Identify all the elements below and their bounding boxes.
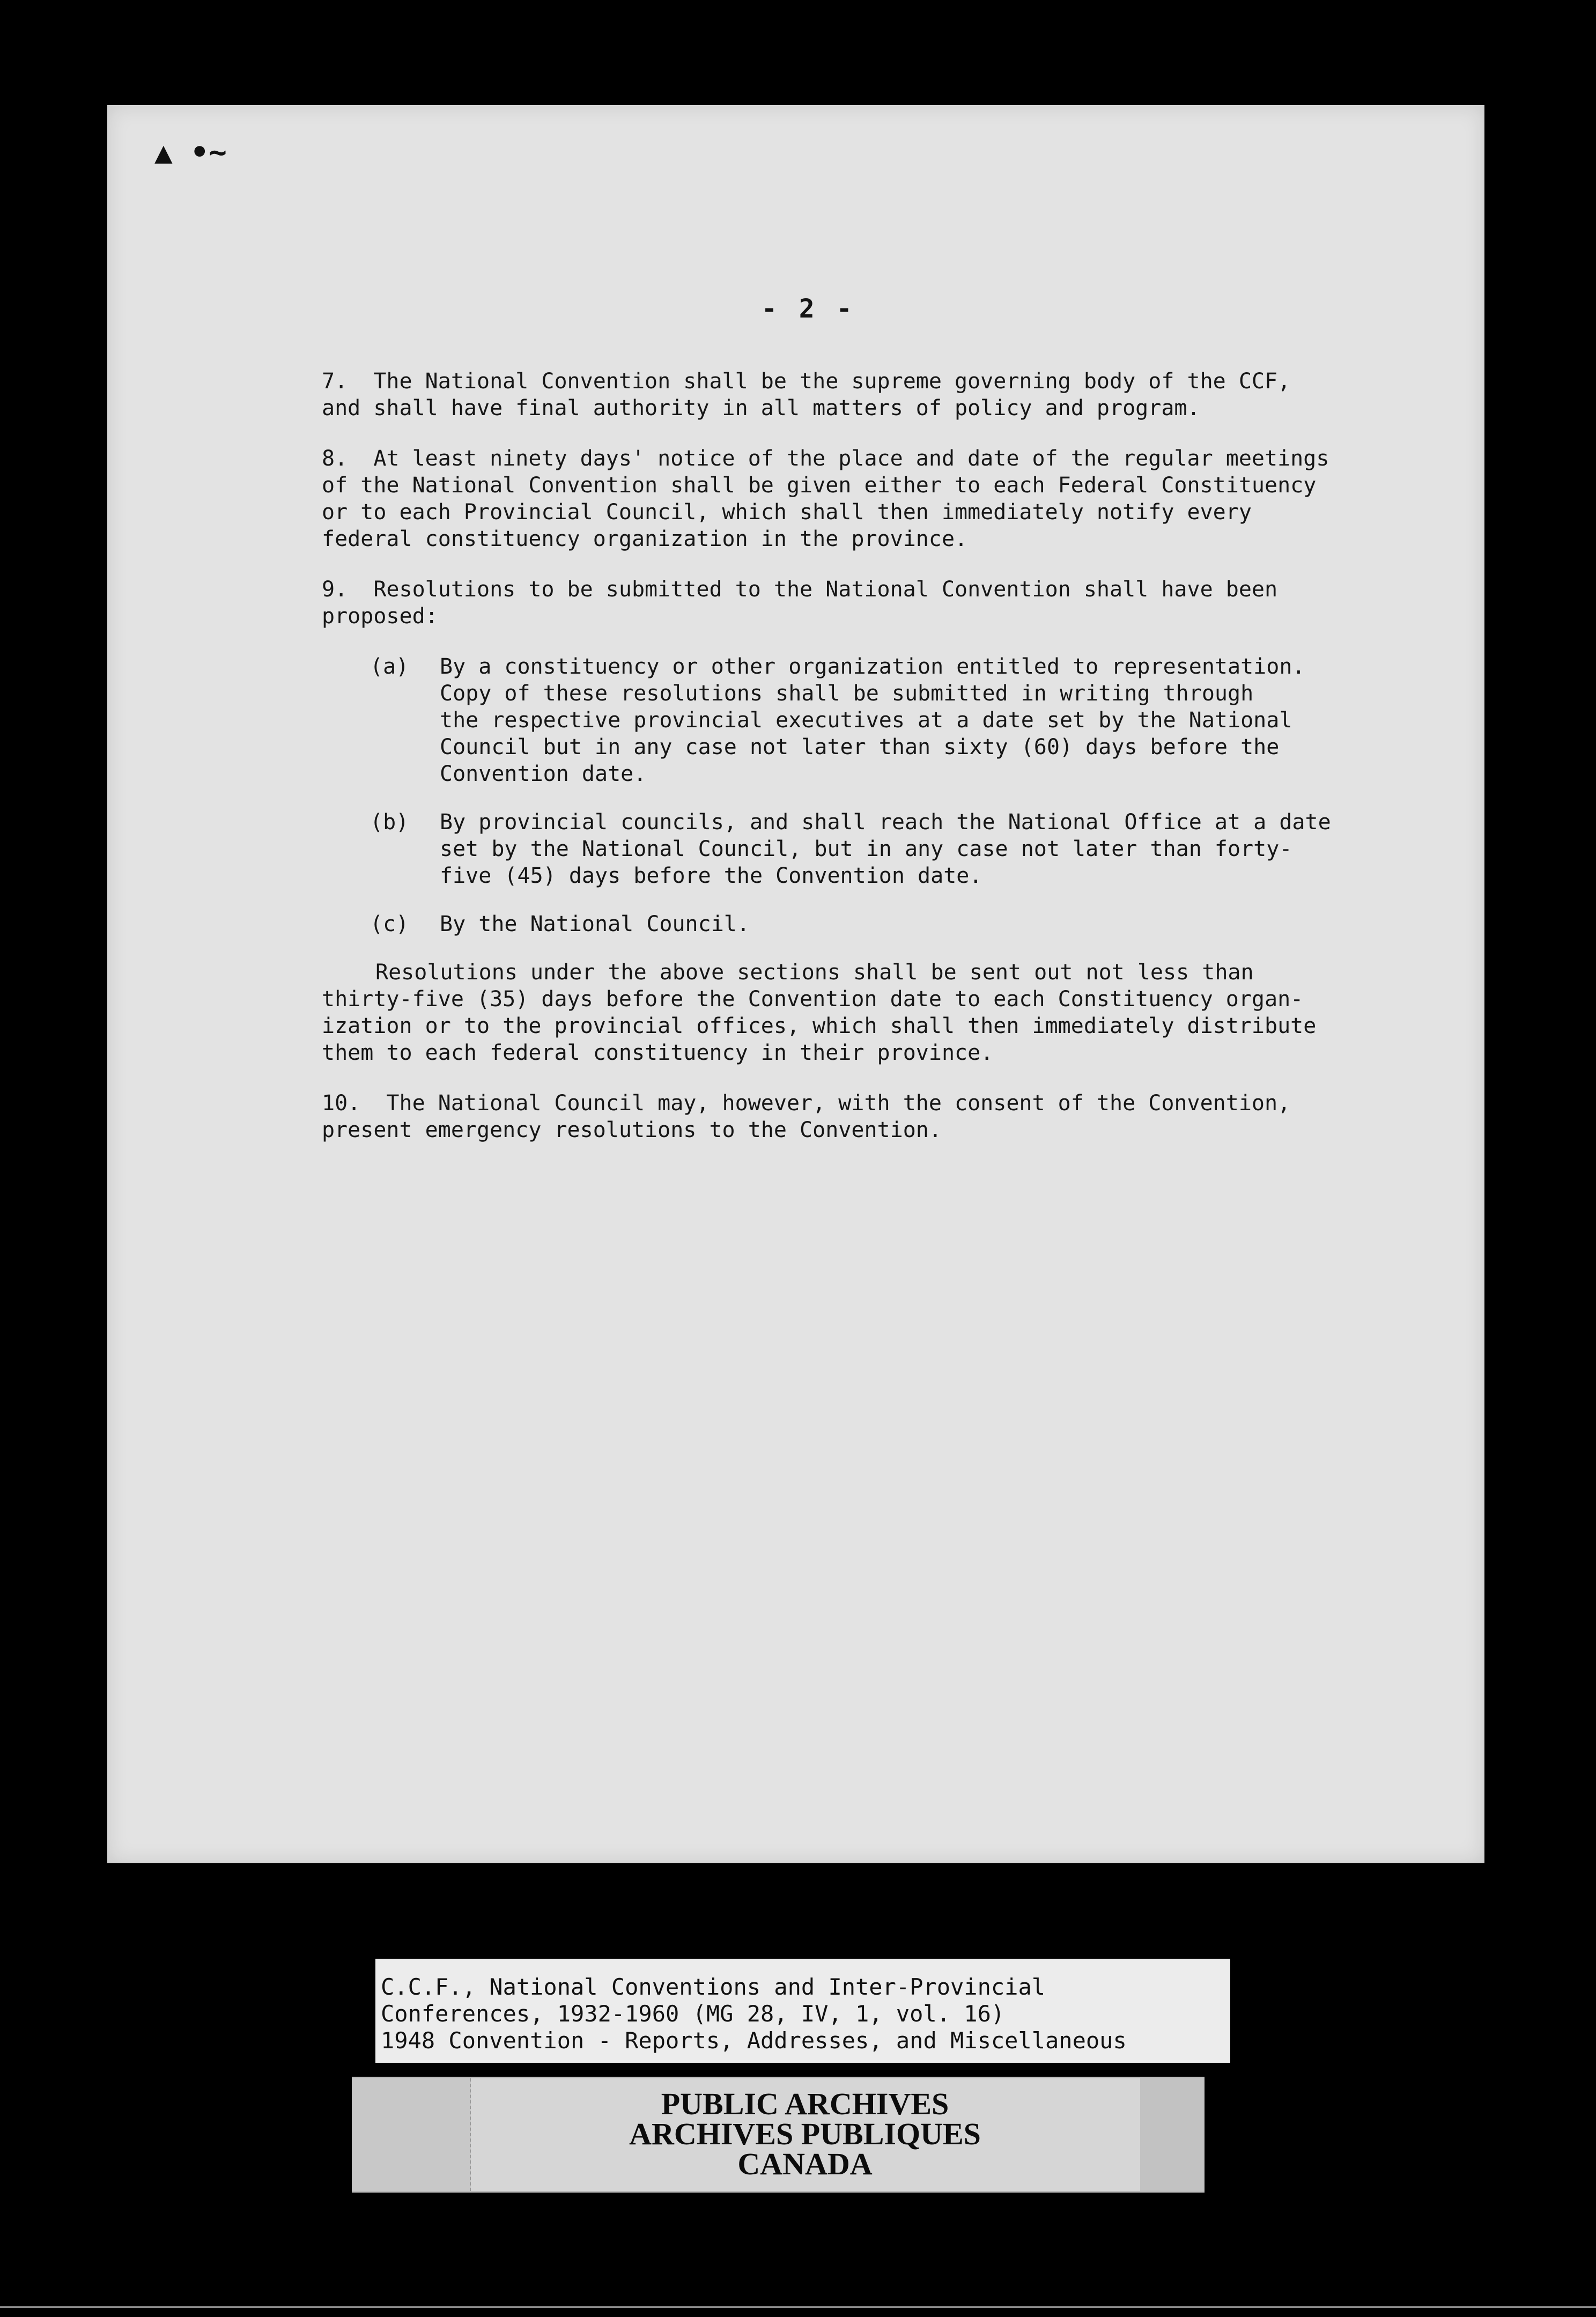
film-edge-line <box>0 2306 1596 2308</box>
caption-line-3: 1948 Convention - Reports, Addresses, and Miscellaneous <box>381 2027 1127 2054</box>
subsection-c-label: (c) <box>370 912 409 936</box>
document-page <box>107 105 1484 1863</box>
page-number: - 2 - <box>762 294 855 324</box>
paragraph-7: 7. The National Convention shall be the supreme governing body of the CCF, and shall have final authority in all matters of policy and program. <box>322 369 1291 420</box>
caption-line-1: C.C.F., National Conventions and Inter-Provincial <box>381 1974 1046 2000</box>
subsection-a-text: By a constituency or other organization entitled to representation. Copy of these resolutions shall be submitted in writing through the respective provincial executives at a date set by the National Council but in any case not later than sixty (60) days before the Convention date. <box>440 654 1305 786</box>
stamp-text <box>470 2086 1140 2181</box>
archive-caption <box>375 1959 1230 2063</box>
stamp-line-3: CANADA <box>737 2146 873 2181</box>
subsection-b-label: (b) <box>370 810 409 835</box>
subsection-a-label: (a) <box>370 654 409 679</box>
archive-stamp <box>352 2077 1205 2193</box>
subsection-c-text: By the National Council. <box>440 912 750 936</box>
paragraph-10: 10. The National Council may, however, with the consent of the Convention, present emergency resolutions to the Convention. <box>322 1091 1291 1142</box>
paragraph-8: 8. At least ninety days' notice of the place and date of the regular meetings of the National Convention shall be given either to each Federal Constituency or to each Provincial Council, which shall then immediately notify every federal constituency organization in the province. <box>322 446 1329 551</box>
caption-line-2: Conferences, 1932-1960 (MG 28, IV, 1, vol. 16) <box>381 2001 1005 2027</box>
subsection-b <box>370 809 1405 889</box>
document-body <box>322 368 1405 1167</box>
stamp-line-1: PUBLIC ARCHIVES <box>661 2086 949 2121</box>
stamp-left-strip <box>352 2078 471 2191</box>
subsection-b-text: By provincial councils, and shall reach the National Office at a date set by the National Council, but in any case not later than forty- five (45) days before the Convention date. <box>440 810 1331 888</box>
paragraph-9: 9. Resolutions to be submitted to the National Convention shall have been proposed: <box>322 577 1278 629</box>
resolutions-note: Resolutions under the above sections shall be sent out not less than thirty-five (35) days before the Convention date to each Constituency organ- ization or to the provincial offices, which shall then immediately distribute them to each federal constituency in their province. <box>322 960 1317 1065</box>
stamp-line-2: ARCHIVES PUBLIQUES <box>629 2116 981 2151</box>
subsection-c <box>370 911 1405 938</box>
stamp-right-strip <box>1140 2078 1205 2191</box>
subsection-a <box>370 653 1405 787</box>
ink-speck: ▲ •∼ <box>154 135 227 170</box>
